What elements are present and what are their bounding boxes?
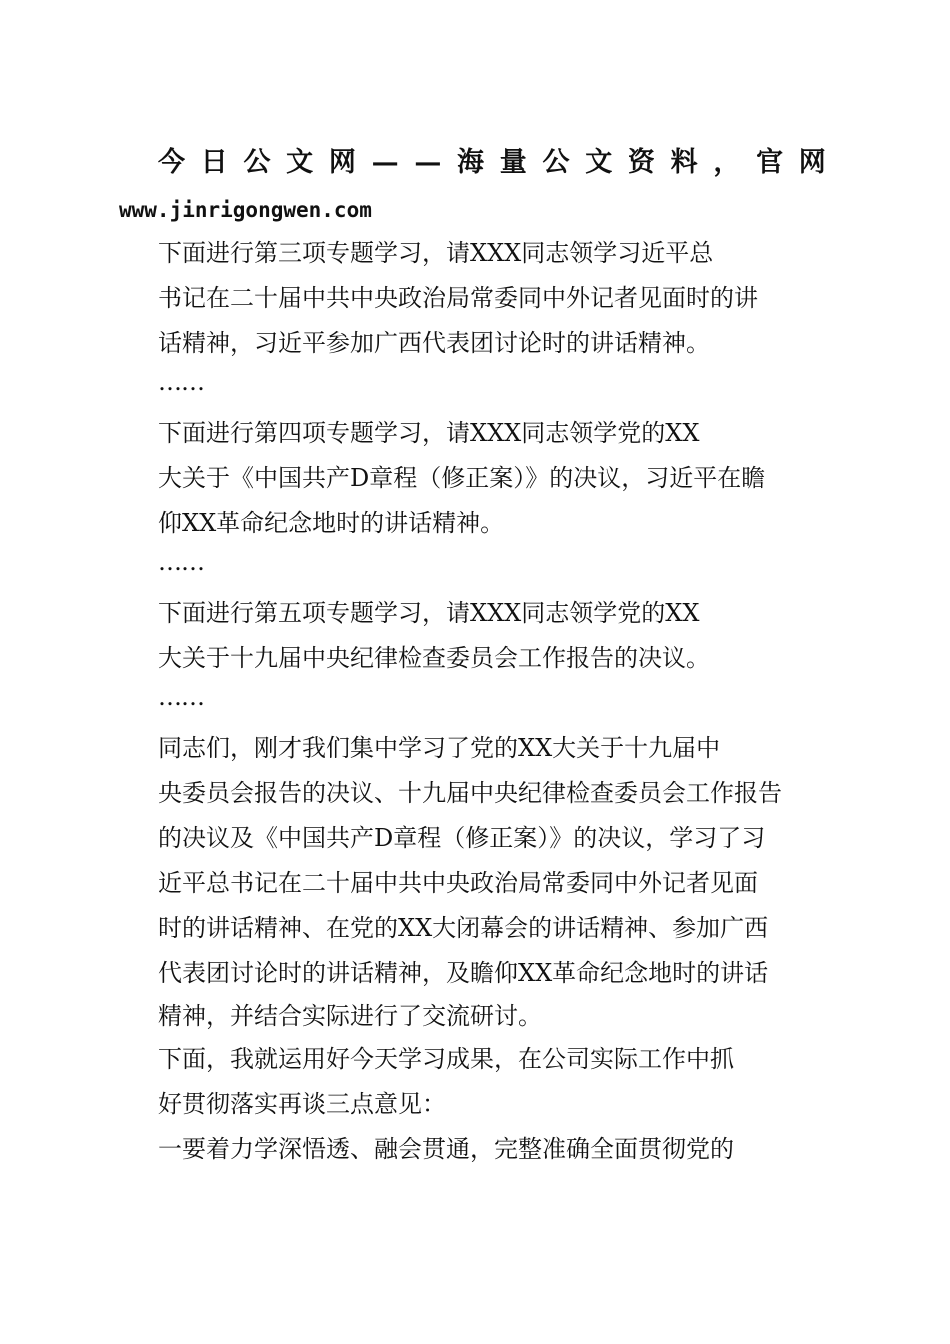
header-url: www.jinrigongwen.com — [119, 198, 372, 222]
header-char: 资 — [627, 147, 655, 178]
body-line: 好贯彻落实再谈三点意见： — [158, 1090, 446, 1118]
header-char: 日 — [200, 147, 228, 178]
body-line: 的决议及《中国共产D章程（修正案）》的决议，学习了习 — [158, 824, 766, 852]
header-char: — — [371, 147, 399, 178]
header-char: 网 — [798, 147, 826, 178]
body-line: 下面进行第三项专题学习，请XXX同志领学习近平总 — [158, 239, 714, 267]
header-char: 网 — [328, 147, 356, 178]
body-line: 下面进行第五项专题学习，请XXX同志领学党的XX — [158, 599, 700, 627]
header-char: 量 — [499, 147, 527, 178]
body-line: 代表团讨论时的讲话精神，及瞻仰XX革命纪念地时的讲话 — [158, 959, 769, 987]
header-char: 文 — [585, 147, 613, 178]
body-line: 央委员会报告的决议、十九届中央纪律检查委员会工作报告 — [158, 779, 782, 807]
body-line: 同志们，刚才我们集中学习了党的XX大关于十九届中 — [158, 734, 721, 762]
ellipsis-line: …… — [158, 548, 204, 576]
ellipsis-line: …… — [158, 368, 204, 396]
body-line: 话精神，习近平参加广西代表团讨论时的讲话精神。 — [158, 329, 710, 357]
body-line: 时的讲话精神、在党的XX大闭幕会的讲话精神、参加广西 — [158, 914, 769, 942]
body-line: 下面，我就运用好今天学习成果，在公司实际工作中抓 — [158, 1045, 734, 1073]
header-char: 今 — [158, 147, 185, 178]
body-line: 大关于《中国共产D章程（修正案）》的决议，习近平在瞻 — [158, 464, 766, 492]
body-line: 精神，并结合实际进行了交流研讨。 — [158, 1002, 542, 1030]
header-char: 官 — [756, 147, 784, 178]
header-char: 海 — [457, 147, 485, 178]
header-char: — — [414, 147, 442, 178]
body-line: 一要着力学深悟透、融会贯通，完整准确全面贯彻党的 — [158, 1135, 734, 1163]
body-line: 书记在二十届中共中央政治局常委同中外记者见面时的讲 — [158, 284, 758, 312]
header-char: 料 — [670, 147, 698, 178]
header-title — [158, 145, 826, 181]
body-line: 仰XX革命纪念地时的讲话精神。 — [158, 509, 505, 537]
header-char: 公 — [243, 147, 271, 178]
body-line: 近平总书记在二十届中共中央政治局常委同中外记者见面 — [158, 869, 758, 897]
body-line: 下面进行第四项专题学习，请XXX同志领学党的XX — [158, 419, 700, 447]
body-line: 大关于十九届中央纪律检查委员会工作报告的决议。 — [158, 644, 710, 672]
ellipsis-line: …… — [158, 683, 204, 711]
header-char: 文 — [286, 147, 314, 178]
header-char: 公 — [542, 147, 570, 178]
header-char: ， — [713, 147, 741, 178]
